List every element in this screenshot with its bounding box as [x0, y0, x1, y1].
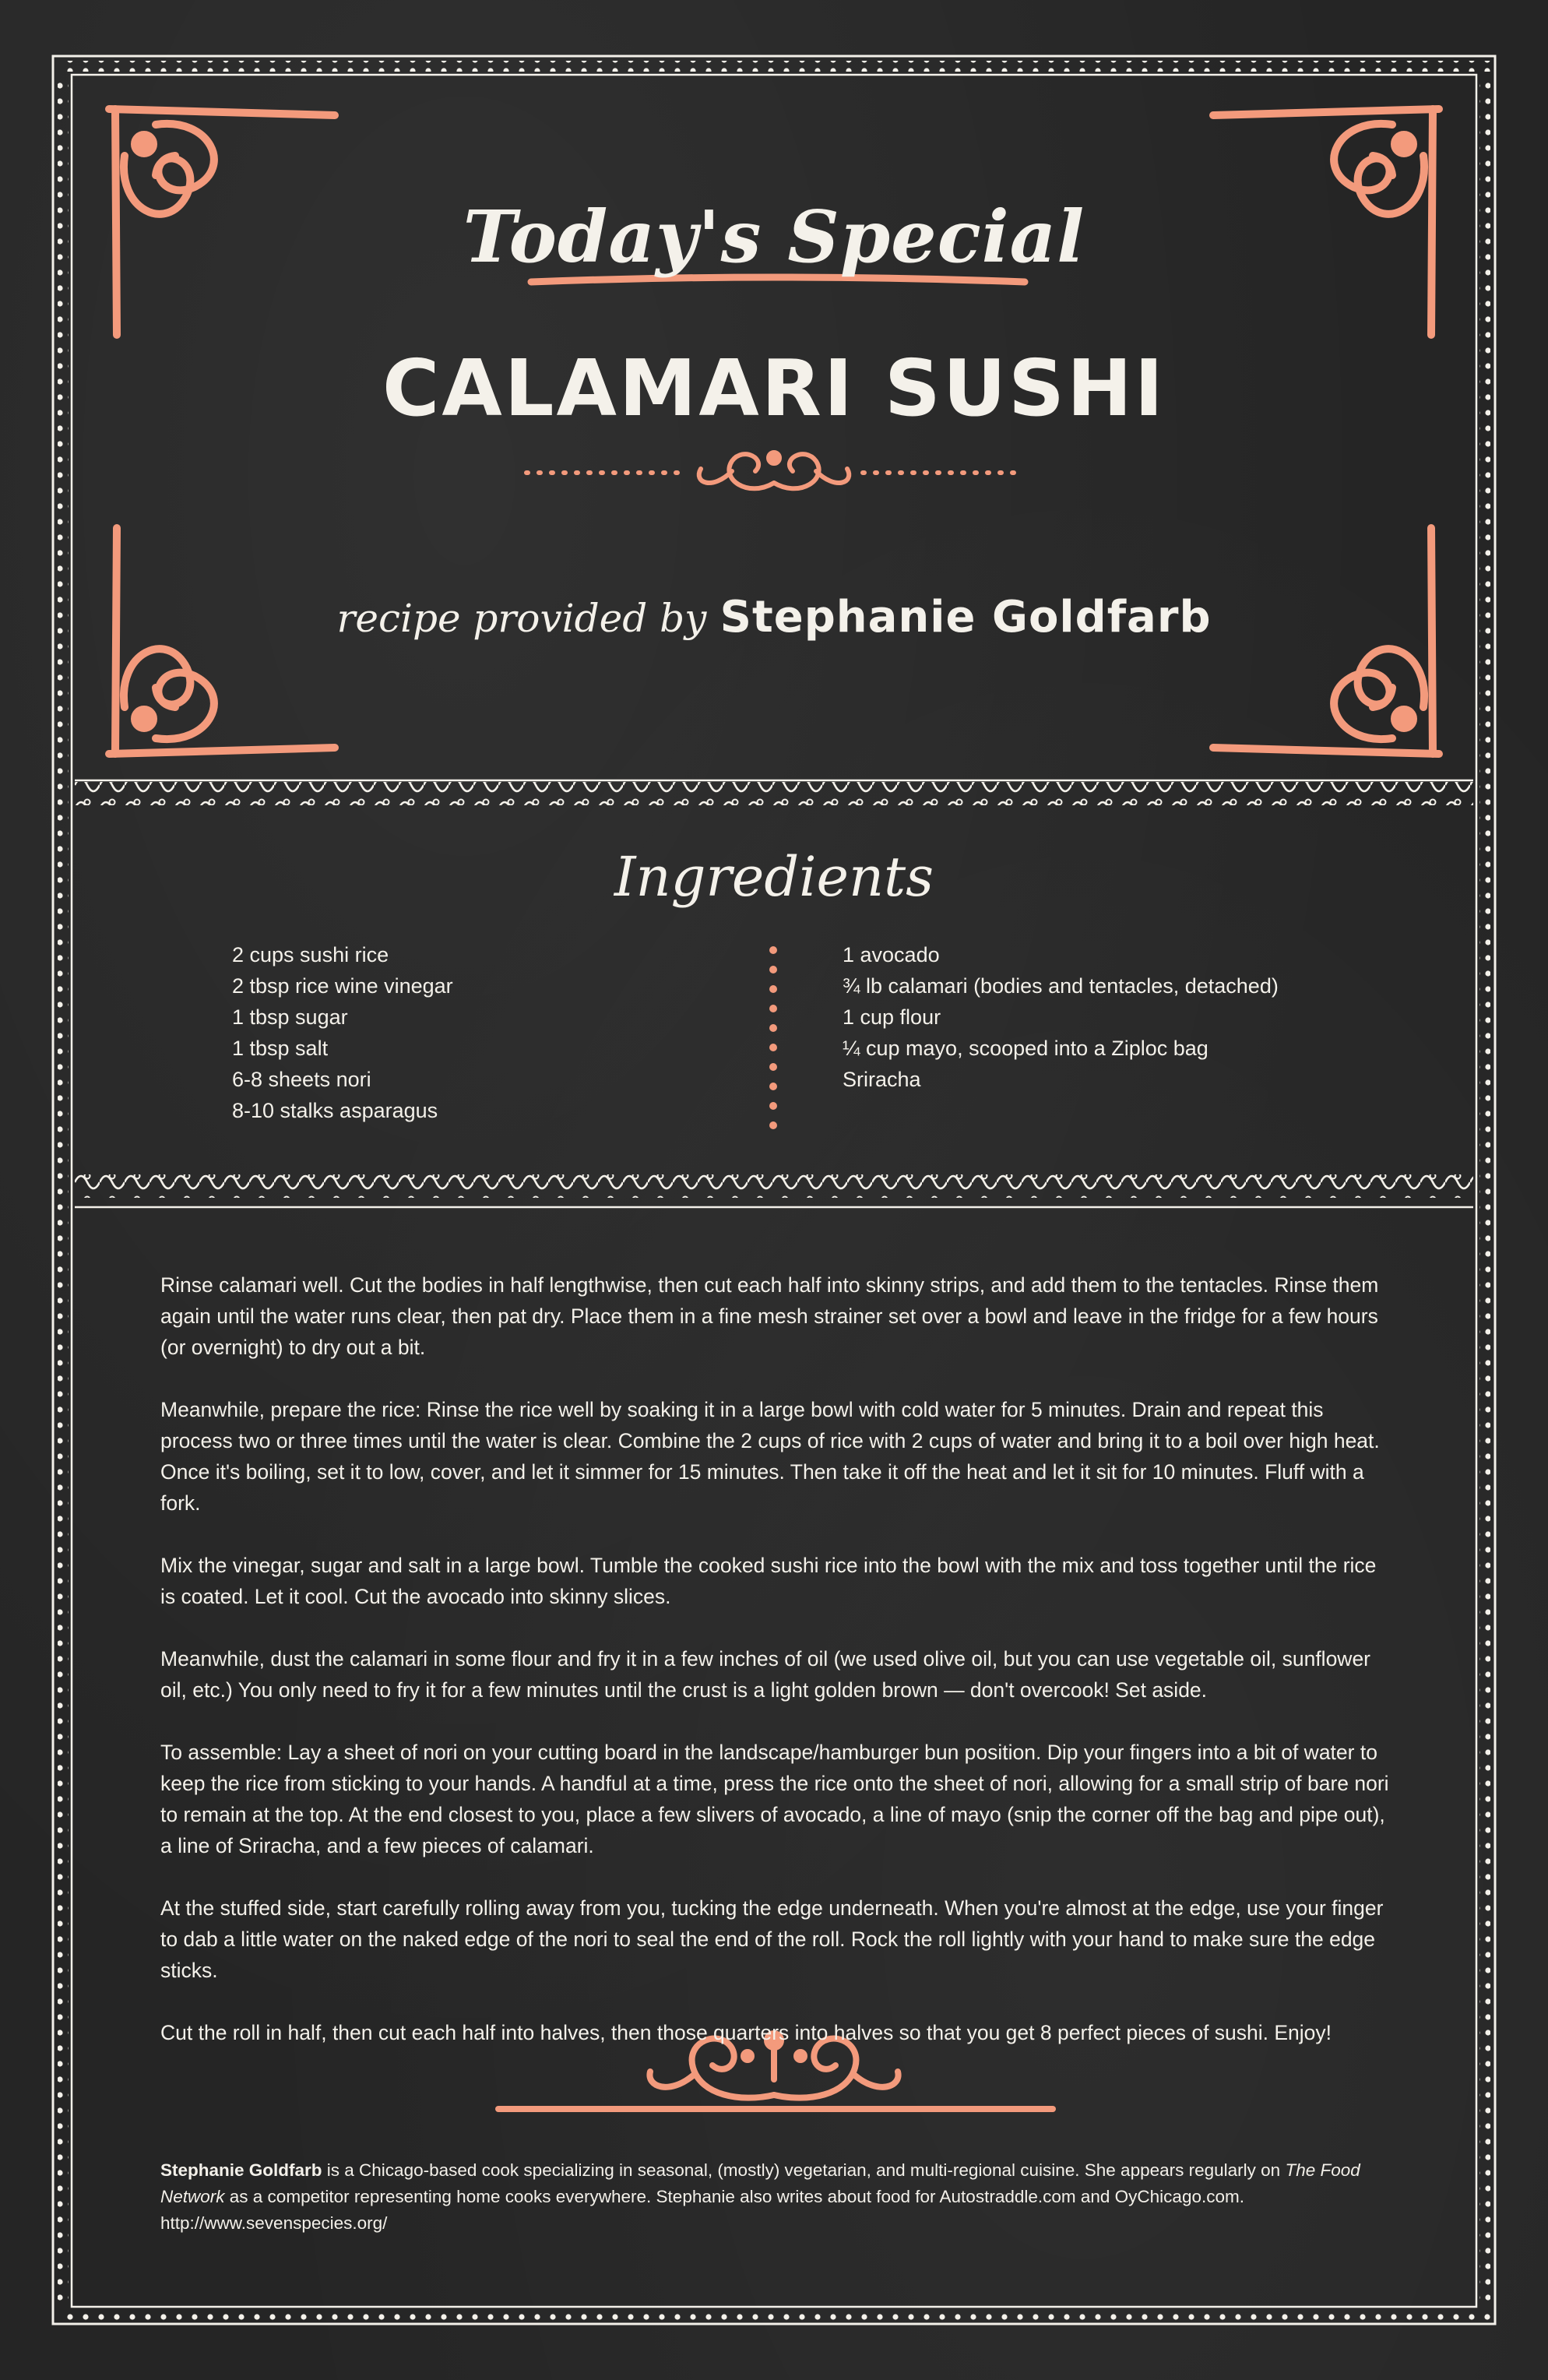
step-paragraph: Meanwhile, prepare the rice: Rinse the rice well by soaking it in a large bowl with cold water for 5 minutes. Drain and repeat this process two or three times until the water is clear. Combine the 2 cups of rice with 2 cups of water and bring it to a boil over high heat. Once it's boiling, set it to low, cover, and let it simmer for 15 minutes. Then take it off the heat and let it sit for 10 minutes. Fluff with a fork.	[160, 1398, 1380, 1515]
step-paragraph: Mix the vinegar, sugar and salt in a large bowl. Tumble the cooked sushi rice into the bowl with the mix and toss together until the rice is coated. Let it cool. Cut the avocado into skinny slices.	[160, 1554, 1377, 1608]
bio-text: as a competitor representing home cooks everywhere. Stephanie also writes about food for Autostraddle.com and OyChicago.com.	[224, 2187, 1244, 2206]
list-item: 2 tbsp rice wine vinegar	[232, 974, 453, 998]
author-bio	[160, 2157, 1391, 2237]
step-paragraph: At the stuffed side, start carefully rolling away from you, tucking the edge underneath. When you're almost at the edge, use your finger to dab a little water on the naked edge of the nori to seal the end of the roll. Rock the roll lightly with your hand to make sure the edge sticks.	[160, 1896, 1384, 1982]
list-item: 6-8 sheets nori	[232, 1068, 371, 1091]
bio-url-link[interactable]: http://www.sevenspecies.org/	[160, 2213, 388, 2233]
list-item: 1 cup flour	[843, 1005, 941, 1029]
ingredients-heading: Ingredients	[614, 845, 934, 909]
byline-name: Stephanie Goldfarb	[719, 592, 1212, 643]
dish-title: CALAMARI SUSHI	[382, 343, 1166, 434]
list-item: 2 cups sushi rice	[232, 943, 389, 966]
script-title: Today's Special	[463, 195, 1085, 279]
bio-text: is a Chicago-based cook specializing in seasonal, (mostly) vegetarian, and multi-regional cuisine. She appears regularly on	[322, 2160, 1286, 2180]
list-item: ¼ cup mayo, scooped into a Ziploc bag	[843, 1037, 1208, 1060]
byline	[0, 592, 1548, 643]
list-item: 8-10 stalks asparagus	[232, 1099, 438, 1122]
ingredients-left-list	[232, 939, 730, 1126]
bio-show: The Food Network	[160, 2160, 1360, 2206]
wave-border-icon	[75, 1174, 1473, 1207]
list-item: 1 tbsp sugar	[232, 1005, 348, 1029]
bio-name: Stephanie Goldfarb	[160, 2160, 322, 2180]
column-divider-dots	[769, 946, 780, 1141]
list-item: 1 avocado	[843, 943, 940, 966]
step-paragraph: Rinse calamari well. Cut the bodies in half lengthwise, then cut each half into skinny strips, and add them to the tentacles. Rinse them again until the water runs clear, then pat dry. Place them in a fine mesh strainer set over a bowl and leave in the fridge for a few hours (or overnight) to dry out a bit.	[160, 1273, 1379, 1359]
step-paragraph: Meanwhile, dust the calamari in some flour and fry it in a few inches of oil (we used olive oil, but you can use vegetable oil, sunflower oil, etc.) You only need to fry it for a few minutes until the crust is a light golden brown — don't overcook! Set aside.	[160, 1647, 1371, 1702]
step-paragraph: To assemble: Lay a sheet of nori on your cutting board in the landscape/hamburger bun position. Dip your fingers into a bit of water to keep the rice from sticking to your hands. A handful at a time, press the rice onto the sheet of nori, allowing for a small strip of bare nori to remain at the top. At the end closest to you, place a few slivers of avocado, a line of mayo (snip the corner off the bag and pipe out), a line of Sriracha, and a few pieces of calamari.	[160, 1741, 1389, 1857]
list-item: Sriracha	[843, 1068, 921, 1091]
recipe-steps	[160, 1269, 1391, 2079]
scroll-ornament-icon	[526, 452, 1020, 488]
ingredients-right-list	[843, 939, 1434, 1095]
wave-border-icon	[75, 780, 1473, 805]
list-item: 1 tbsp salt	[232, 1037, 329, 1060]
byline-prefix: recipe provided by	[336, 596, 707, 641]
list-item: ¾ lb calamari (bodies and tentacles, detached)	[843, 974, 1279, 998]
step-paragraph: Cut the roll in half, then cut each half into halves, then those quarters into halves so that you get 8 perfect pieces of sushi. Enjoy!	[160, 2021, 1332, 2044]
